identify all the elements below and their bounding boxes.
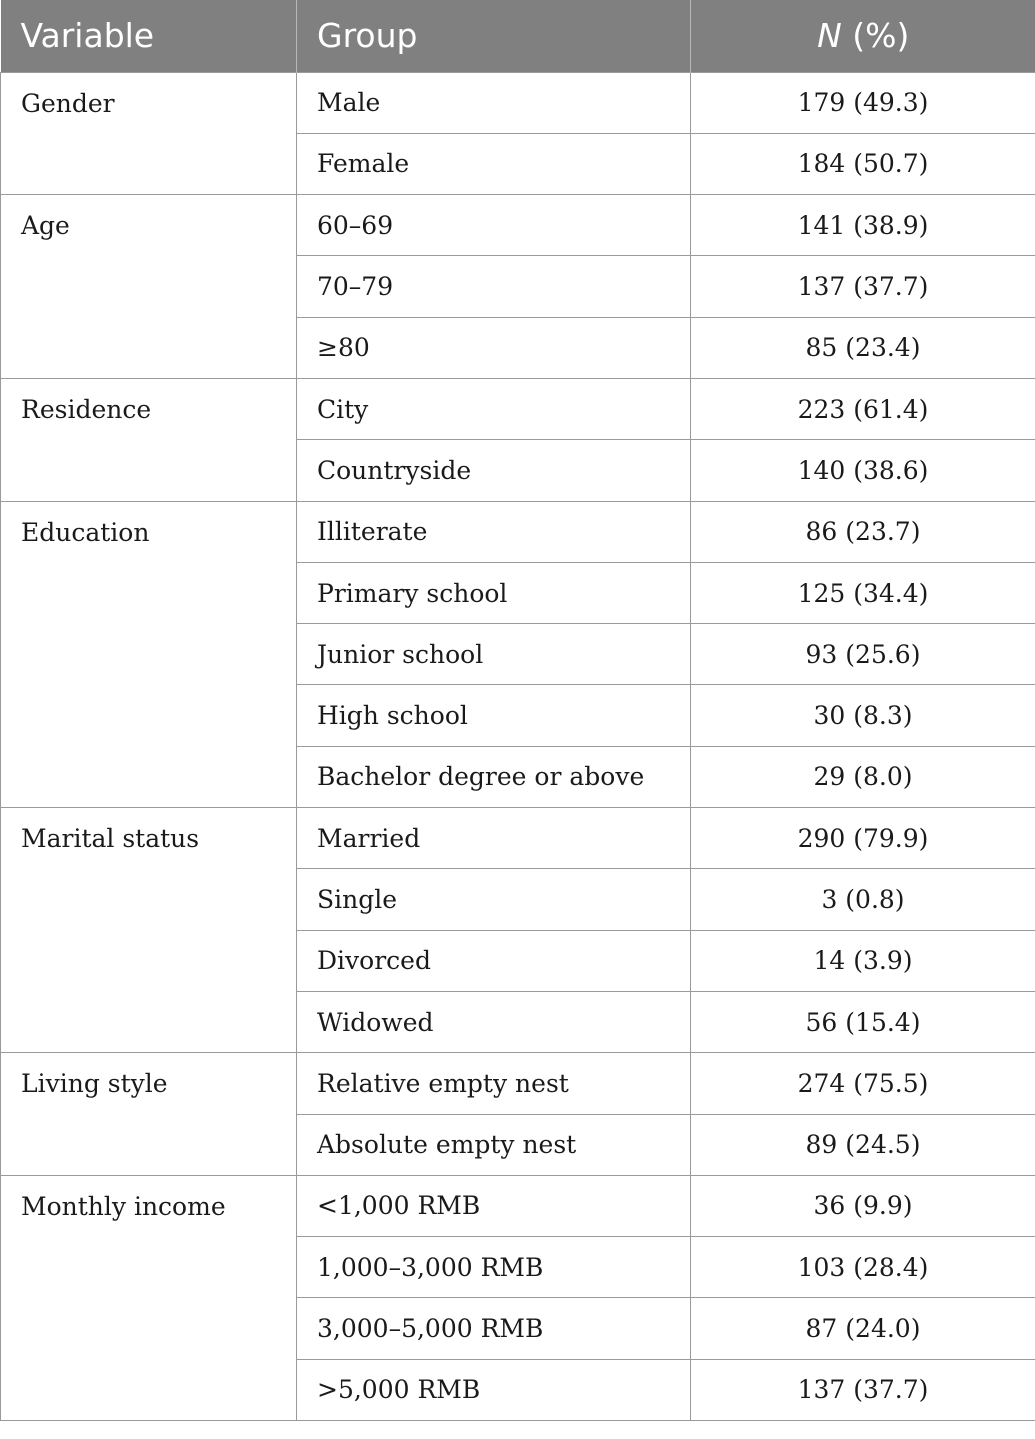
n-percent-cell: 184 (50.7): [691, 133, 1035, 194]
group-cell: Male: [297, 72, 691, 133]
table-row: [1, 1175, 1035, 1236]
n-percent-cell: 274 (75.5): [691, 1053, 1035, 1114]
n-percent-cell: 179 (49.3): [691, 72, 1035, 133]
variable-cell: Education: [1, 501, 297, 807]
n-percent-cell: 14 (3.9): [691, 930, 1035, 991]
n-percent-cell: 223 (61.4): [691, 378, 1035, 439]
n-percent-cell: 93 (25.6): [691, 624, 1035, 685]
group-cell: City: [297, 378, 691, 439]
n-percent-cell: 3 (0.8): [691, 869, 1035, 930]
table-row: [1, 195, 1035, 256]
table-row: [1, 378, 1035, 439]
variable-cell: Age: [1, 195, 297, 379]
n-percent-cell: 137 (37.7): [691, 256, 1035, 317]
variable-cell: Residence: [1, 378, 297, 501]
group-cell: ≥80: [297, 317, 691, 378]
n-percent-cell: 29 (8.0): [691, 746, 1035, 807]
group-cell: Relative empty nest: [297, 1053, 691, 1114]
n-percent-cell: 141 (38.9): [691, 195, 1035, 256]
group-cell: <1,000 RMB: [297, 1175, 691, 1236]
table-row: [1, 72, 1035, 133]
group-cell: High school: [297, 685, 691, 746]
table-row: [1, 1053, 1035, 1114]
n-percent-cell: 36 (9.9): [691, 1175, 1035, 1236]
table-row: [1, 808, 1035, 869]
group-cell: Absolute empty nest: [297, 1114, 691, 1175]
group-cell: Junior school: [297, 624, 691, 685]
group-cell: Female: [297, 133, 691, 194]
header-percent: (%): [841, 16, 910, 56]
header-n-percent: [691, 0, 1035, 72]
n-percent-cell: 103 (28.4): [691, 1237, 1035, 1298]
group-cell: 60–69: [297, 195, 691, 256]
n-percent-cell: 140 (38.6): [691, 440, 1035, 501]
group-cell: Married: [297, 808, 691, 869]
n-percent-cell: 85 (23.4): [691, 317, 1035, 378]
table-header: [1, 0, 1035, 72]
table-row: [1, 501, 1035, 562]
group-cell: >5,000 RMB: [297, 1359, 691, 1420]
group-cell: Primary school: [297, 562, 691, 623]
group-cell: Widowed: [297, 991, 691, 1052]
n-percent-cell: 30 (8.3): [691, 685, 1035, 746]
n-percent-cell: 87 (24.0): [691, 1298, 1035, 1359]
group-cell: 70–79: [297, 256, 691, 317]
n-percent-cell: 290 (79.9): [691, 808, 1035, 869]
n-percent-cell: 89 (24.5): [691, 1114, 1035, 1175]
n-percent-cell: 56 (15.4): [691, 991, 1035, 1052]
group-cell: Divorced: [297, 930, 691, 991]
variable-cell: Monthly income: [1, 1175, 297, 1420]
group-cell: 1,000–3,000 RMB: [297, 1237, 691, 1298]
variable-cell: Living style: [1, 1053, 297, 1176]
variable-cell: Gender: [1, 72, 297, 195]
group-cell: Countryside: [297, 440, 691, 501]
n-percent-cell: 86 (23.7): [691, 501, 1035, 562]
variable-cell: Marital status: [1, 808, 297, 1053]
group-cell: Illiterate: [297, 501, 691, 562]
header-group: Group: [297, 0, 691, 72]
group-cell: 3,000–5,000 RMB: [297, 1298, 691, 1359]
n-percent-cell: 125 (34.4): [691, 562, 1035, 623]
table-body: [1, 72, 1035, 1421]
header-row: [1, 0, 1035, 72]
group-cell: Bachelor degree or above: [297, 746, 691, 807]
header-variable: Variable: [1, 0, 297, 72]
n-percent-cell: 137 (37.7): [691, 1359, 1035, 1420]
header-n-symbol: N: [817, 16, 842, 56]
group-cell: Single: [297, 869, 691, 930]
